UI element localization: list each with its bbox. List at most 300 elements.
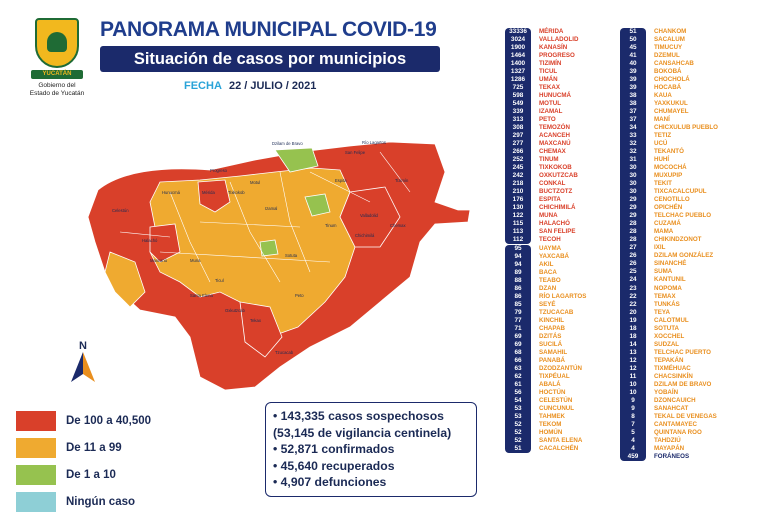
summary-sentinel: (53,145 de vigilancia centinela)	[273, 425, 452, 440]
case-count: 40	[620, 60, 646, 68]
legend-swatch	[16, 492, 56, 512]
municipality-name: TICUL	[539, 68, 558, 76]
municipality-name: YOBAÍN	[654, 388, 679, 396]
table-row	[505, 196, 578, 204]
table-row	[505, 437, 586, 445]
legend-item	[16, 464, 151, 486]
case-count: 26	[620, 260, 646, 268]
case-count: 18	[620, 325, 646, 333]
municipality-name: TELCHAC PUERTO	[654, 348, 711, 356]
case-count: 50	[620, 36, 646, 44]
municipality-name: TEKAX	[539, 84, 560, 92]
map-label: Río Lagartos	[362, 140, 386, 145]
table-row	[505, 68, 578, 76]
case-count: 38	[620, 92, 646, 100]
map-label: Izamal	[265, 206, 278, 211]
map-label: Muna	[190, 258, 201, 263]
case-count: 95	[505, 245, 531, 253]
case-count: 339	[505, 108, 531, 116]
table-row	[620, 68, 718, 76]
table-row	[620, 285, 718, 293]
municipality-name: TIXCACALCUPUL	[654, 188, 707, 196]
municipality-name: TEABO	[539, 276, 561, 284]
table-row	[505, 132, 578, 140]
legend-label: De 100 a 40,500	[66, 415, 152, 427]
table-row	[620, 28, 718, 36]
municipality-name: SANTA ELENA	[539, 437, 583, 445]
table-row	[620, 373, 718, 381]
municipality-name: CHICXULUB PUEBLO	[654, 124, 718, 132]
table-row	[505, 293, 586, 301]
table-row	[505, 301, 586, 309]
municipality-name: DZILAM DE BRAVO	[654, 380, 712, 388]
table-row	[505, 269, 586, 277]
table-row	[505, 36, 578, 44]
table-row	[505, 100, 578, 108]
municipality-name: CHOCHOLÁ	[654, 76, 690, 84]
table-row	[620, 52, 718, 60]
table-row	[620, 333, 718, 341]
table-row	[505, 164, 578, 172]
municipality-name: SOTUTA	[654, 324, 679, 332]
table-row	[505, 60, 578, 68]
municipality-name: TIMUCUY	[654, 44, 683, 52]
table-row	[505, 140, 578, 148]
case-count: 11	[620, 373, 646, 381]
municipality-name: YAXKUKUL	[654, 100, 688, 108]
municipality-name: BUCTZOTZ	[539, 188, 573, 196]
case-count: 53	[505, 413, 531, 421]
case-count: 242	[505, 172, 531, 180]
table-row	[620, 60, 718, 68]
table-row	[505, 52, 578, 60]
municipality-name: MUXUPIP	[654, 172, 683, 180]
table-row	[505, 285, 586, 293]
municipality-name: TAHDZIÚ	[654, 436, 681, 444]
table-row	[620, 325, 718, 333]
table-row	[505, 204, 578, 212]
municipality-name: AKIL	[539, 260, 554, 268]
municipality-name: TIXPÉUAL	[539, 373, 570, 381]
case-count: 28	[620, 236, 646, 244]
table-row	[620, 276, 718, 284]
cases-table-red	[505, 28, 578, 244]
case-count: 297	[505, 132, 531, 140]
table-row	[620, 84, 718, 92]
legend-label: Ningún caso	[66, 496, 136, 508]
case-count: 245	[505, 164, 531, 172]
municipality-name: MANÍ	[654, 116, 670, 124]
table-row	[620, 381, 718, 389]
legend-item	[16, 437, 151, 459]
case-count: 33	[620, 132, 646, 140]
municipality-name: TEKOM	[539, 421, 562, 429]
municipality-name: DZITÁS	[539, 332, 562, 340]
table-row	[620, 132, 718, 140]
municipality-name: UMÁN	[539, 76, 558, 84]
case-count: 29	[620, 196, 646, 204]
map-label: Peto	[295, 293, 304, 298]
municipality-name: KANTUNIL	[654, 276, 686, 284]
municipality-name: CHIKINDZONOT	[654, 236, 702, 244]
summary-suspected: • 143,335 casos sospechosos	[273, 409, 444, 423]
table-row	[505, 148, 578, 156]
case-count: 12	[620, 357, 646, 365]
municipality-name: CANTAMAYEC	[654, 420, 697, 428]
case-count: 32	[620, 148, 646, 156]
case-count: 53	[505, 405, 531, 413]
table-row	[505, 357, 586, 365]
municipality-name: TZUCACAB	[539, 308, 574, 316]
municipality-name: SUMA	[654, 268, 673, 276]
municipality-name: CALOTMUL	[654, 316, 689, 324]
gov-line-2: Estado de Yucatán	[29, 89, 85, 97]
case-count: 86	[505, 293, 531, 301]
case-count: 39	[620, 76, 646, 84]
municipality-name: CACALCHÉN	[539, 445, 579, 453]
table-row	[620, 341, 718, 349]
table-row	[505, 317, 586, 325]
municipality-name: MAXCANÚ	[539, 140, 571, 148]
case-count: 29	[620, 204, 646, 212]
table-row	[620, 301, 718, 309]
case-count: 459	[620, 453, 646, 461]
map-label: Tzucacab	[275, 350, 294, 355]
map-label: Hunucmá	[162, 190, 180, 195]
table-row	[505, 220, 578, 228]
municipality-name: TEPAKÁN	[654, 356, 684, 364]
map-label: Tinum	[325, 223, 337, 228]
table-row	[505, 421, 586, 429]
case-count: 3024	[505, 36, 531, 44]
table-row	[620, 188, 718, 196]
case-count: 313	[505, 116, 531, 124]
case-count: 23	[620, 285, 646, 293]
table-row	[620, 164, 718, 172]
case-count: 549	[505, 100, 531, 108]
table-row	[505, 277, 586, 285]
table-row	[620, 437, 718, 445]
table-row	[620, 309, 718, 317]
case-count: 51	[505, 445, 531, 453]
legend-item	[16, 410, 151, 432]
logo-ribbon: YUCATÁN	[31, 70, 83, 79]
municipality-name: SUDZAL	[654, 340, 680, 348]
table-row	[620, 124, 718, 132]
case-count: 32	[620, 140, 646, 148]
table-row	[505, 413, 586, 421]
case-count: 54	[505, 397, 531, 405]
case-count: 26	[620, 252, 646, 260]
municipality-name: FORÁNEOS	[654, 452, 690, 460]
municipality-name: HUHÍ	[654, 156, 670, 164]
municipality-name: SACALUM	[654, 36, 685, 44]
map-label: Mérida	[202, 190, 215, 195]
table-row	[505, 445, 586, 453]
yucatan-municipal-map	[50, 132, 480, 392]
table-row	[620, 453, 718, 461]
case-count: 22	[620, 293, 646, 301]
municipality-name: CUNCUNUL	[539, 405, 575, 413]
case-count: 130	[505, 204, 531, 212]
municipality-name: VALLADOLID	[539, 36, 579, 44]
municipality-name: ABALÁ	[539, 381, 561, 389]
municipality-name: TUNKÁS	[654, 300, 680, 308]
municipality-name: RÍO LAGARTOS	[539, 292, 587, 300]
municipality-name: CHEMAX	[539, 148, 566, 156]
case-count: 1286	[505, 76, 531, 84]
municipality-name: TETIZ	[654, 132, 672, 140]
case-count: 51	[620, 28, 646, 36]
municipality-name: BOKOBÁ	[654, 68, 682, 76]
table-row	[505, 309, 586, 317]
table-row	[620, 445, 718, 453]
case-count: 77	[505, 317, 531, 325]
table-row	[505, 108, 578, 116]
case-count: 52	[505, 421, 531, 429]
table-row	[505, 333, 586, 341]
municipality-name: DZONCAUICH	[654, 396, 696, 404]
summary-recovered: • 45,640 recuperados	[273, 458, 395, 473]
case-count: 37	[620, 116, 646, 124]
table-row	[505, 84, 578, 92]
map-label: Sotuta	[285, 253, 298, 258]
municipality-name: NOPOMA	[654, 284, 682, 292]
municipality-name: SEYÉ	[539, 300, 556, 308]
case-count: 30	[620, 188, 646, 196]
case-count: 86	[505, 285, 531, 293]
municipality-name: XOCCHEL	[654, 332, 685, 340]
case-count: 13	[620, 349, 646, 357]
case-count: 266	[505, 148, 531, 156]
table-row	[620, 244, 718, 252]
case-count: 18	[620, 333, 646, 341]
municipality-name: KANASÍN	[539, 44, 568, 52]
table-row	[505, 429, 586, 437]
municipality-name: HOCABÁ	[654, 84, 682, 92]
case-count: 34	[620, 124, 646, 132]
case-count: 89	[505, 269, 531, 277]
table-row	[620, 397, 718, 405]
table-row	[620, 116, 718, 124]
case-count: 112	[505, 236, 531, 244]
case-count: 52	[505, 437, 531, 445]
map-label: San Felipe	[345, 150, 366, 155]
table-row	[505, 156, 578, 164]
municipality-name: SINANCHÉ	[654, 260, 687, 268]
case-count: 30	[620, 172, 646, 180]
table-row	[620, 44, 718, 52]
case-count: 28	[620, 228, 646, 236]
north-arrow-icon	[70, 352, 96, 382]
case-count: 38	[620, 100, 646, 108]
municipality-name: TINUM	[539, 156, 559, 164]
table-row	[505, 349, 586, 357]
case-count: 61	[505, 381, 531, 389]
cases-table-orange	[505, 245, 586, 453]
fecha-label: FECHA	[184, 80, 222, 92]
case-count: 63	[505, 365, 531, 373]
table-row	[620, 413, 718, 421]
table-row	[620, 100, 718, 108]
table-row	[620, 260, 718, 268]
case-count: 7	[620, 421, 646, 429]
municipality-name: TEKIT	[654, 180, 672, 188]
summary-confirmed: • 52,871 confirmados	[273, 442, 395, 457]
case-count: 210	[505, 188, 531, 196]
map-label: Progreso	[210, 168, 227, 173]
table-row	[620, 268, 718, 276]
legend-swatch	[16, 465, 56, 485]
case-count: 1464	[505, 52, 531, 60]
map-label: Tekax	[250, 318, 261, 323]
table-row	[620, 421, 718, 429]
municipality-name: DZEMUL	[654, 52, 680, 60]
table-row	[620, 293, 718, 301]
case-count: 56	[505, 389, 531, 397]
case-count: 62	[505, 373, 531, 381]
case-count: 4	[620, 437, 646, 445]
map-label: Chichimilá	[355, 233, 375, 238]
municipality-name: SANAHCAT	[654, 404, 689, 412]
municipality-name: HUNUCMÁ	[539, 92, 571, 100]
municipality-name: TEKANTÓ	[654, 148, 684, 156]
legend-swatch	[16, 411, 56, 431]
table-row	[620, 236, 718, 244]
municipality-name: CENOTILLO	[654, 196, 690, 204]
table-row	[620, 92, 718, 100]
municipality-name: SAN FELIPE	[539, 228, 576, 236]
municipality-name: DZAN	[539, 284, 557, 292]
municipality-name: SAMAHIL	[539, 349, 568, 356]
case-count: 308	[505, 124, 531, 132]
case-count: 122	[505, 212, 531, 220]
north-letter: N	[79, 340, 87, 352]
case-count: 725	[505, 84, 531, 92]
table-row	[620, 429, 718, 437]
table-row	[505, 228, 578, 236]
table-row	[505, 261, 586, 269]
municipality-name: TIXMÉHUAC	[654, 364, 691, 372]
table-row	[505, 253, 586, 261]
summary-deaths: • 4,907 defunciones	[273, 475, 387, 490]
municipality-name: PETO	[539, 116, 556, 124]
case-count: 45	[620, 44, 646, 52]
municipality-name: CHANKOM	[654, 28, 687, 35]
table-row	[505, 124, 578, 132]
case-count: 28	[620, 220, 646, 228]
case-count: 29	[620, 212, 646, 220]
table-row	[505, 325, 586, 333]
fecha-value: 22 / JULIO / 2021	[228, 80, 317, 92]
municipality-name: SUCILÁ	[539, 340, 563, 348]
municipality-name: TEMOZÓN	[539, 124, 570, 132]
table-row	[505, 172, 578, 180]
table-row	[620, 357, 718, 365]
case-count: 1900	[505, 44, 531, 52]
north-arrow	[70, 340, 96, 387]
table-row	[505, 236, 578, 244]
table-row	[505, 381, 586, 389]
map-label: Oxkutzcab	[225, 308, 245, 313]
map-label: Dzilam de Bravo	[272, 141, 303, 146]
legend-label: De 11 a 99	[66, 442, 122, 454]
case-count: 176	[505, 196, 531, 204]
municipality-name: CONKAL	[539, 180, 566, 188]
table-row	[505, 405, 586, 413]
case-count: 1327	[505, 68, 531, 76]
case-count: 94	[505, 261, 531, 269]
case-count: 30	[620, 164, 646, 172]
municipality-name: BACA	[539, 268, 557, 276]
municipality-name: KAUA	[654, 92, 672, 100]
map-label: Espita	[335, 178, 347, 183]
table-row	[620, 36, 718, 44]
table-row	[620, 180, 718, 188]
case-count: 94	[505, 253, 531, 261]
map-label: Maxcanú	[150, 258, 167, 263]
case-count: 69	[505, 341, 531, 349]
municipality-name: DZILAM GONZÁLEZ	[654, 252, 714, 260]
yucatan-shield-icon	[35, 18, 79, 68]
map-legend	[16, 410, 151, 518]
case-count: 5	[620, 429, 646, 437]
government-logo	[18, 18, 96, 97]
legend-item	[16, 491, 151, 513]
case-count: 22	[620, 301, 646, 309]
municipality-name: CUZAMÁ	[654, 220, 681, 228]
legend-swatch	[16, 438, 56, 458]
table-row	[620, 365, 718, 373]
case-count: 85	[505, 301, 531, 309]
table-row	[505, 389, 586, 397]
case-count: 19	[620, 317, 646, 325]
municipality-name: TIZIMÍN	[539, 60, 562, 68]
municipality-name: OXKUTZCAB	[539, 172, 578, 180]
page-title: PANORAMA MUNICIPAL COVID-19	[100, 18, 437, 41]
case-count: 20	[620, 309, 646, 317]
municipality-name: UAYMA	[539, 244, 562, 252]
case-summary-box	[265, 402, 477, 497]
municipality-name: CANSAHCAB	[654, 60, 694, 68]
case-count: 10	[620, 381, 646, 389]
municipality-name: HOMÚN	[539, 429, 563, 437]
case-count: 66	[505, 357, 531, 365]
table-row	[505, 44, 578, 52]
municipality-name: TAHMEK	[539, 413, 566, 421]
case-count: 24	[620, 276, 646, 284]
case-count: 37	[620, 108, 646, 116]
map-label: Tizimín	[395, 178, 409, 183]
case-count: 113	[505, 228, 531, 236]
municipality-name: TECOH	[539, 236, 561, 244]
table-row	[505, 116, 578, 124]
case-count: 88	[505, 277, 531, 285]
map-label: Valladolid	[360, 213, 378, 218]
case-count: 79	[505, 309, 531, 317]
table-row	[620, 220, 718, 228]
case-count: 68	[505, 349, 531, 357]
case-count: 69	[505, 333, 531, 341]
table-row	[505, 397, 586, 405]
table-row	[620, 212, 718, 220]
table-row	[505, 373, 586, 381]
case-count: 598	[505, 92, 531, 100]
case-count: 33336	[505, 28, 531, 36]
municipality-name: DZODZANTÚN	[539, 365, 582, 373]
case-count: 31	[620, 156, 646, 164]
municipality-name: ACANCEH	[539, 132, 570, 140]
